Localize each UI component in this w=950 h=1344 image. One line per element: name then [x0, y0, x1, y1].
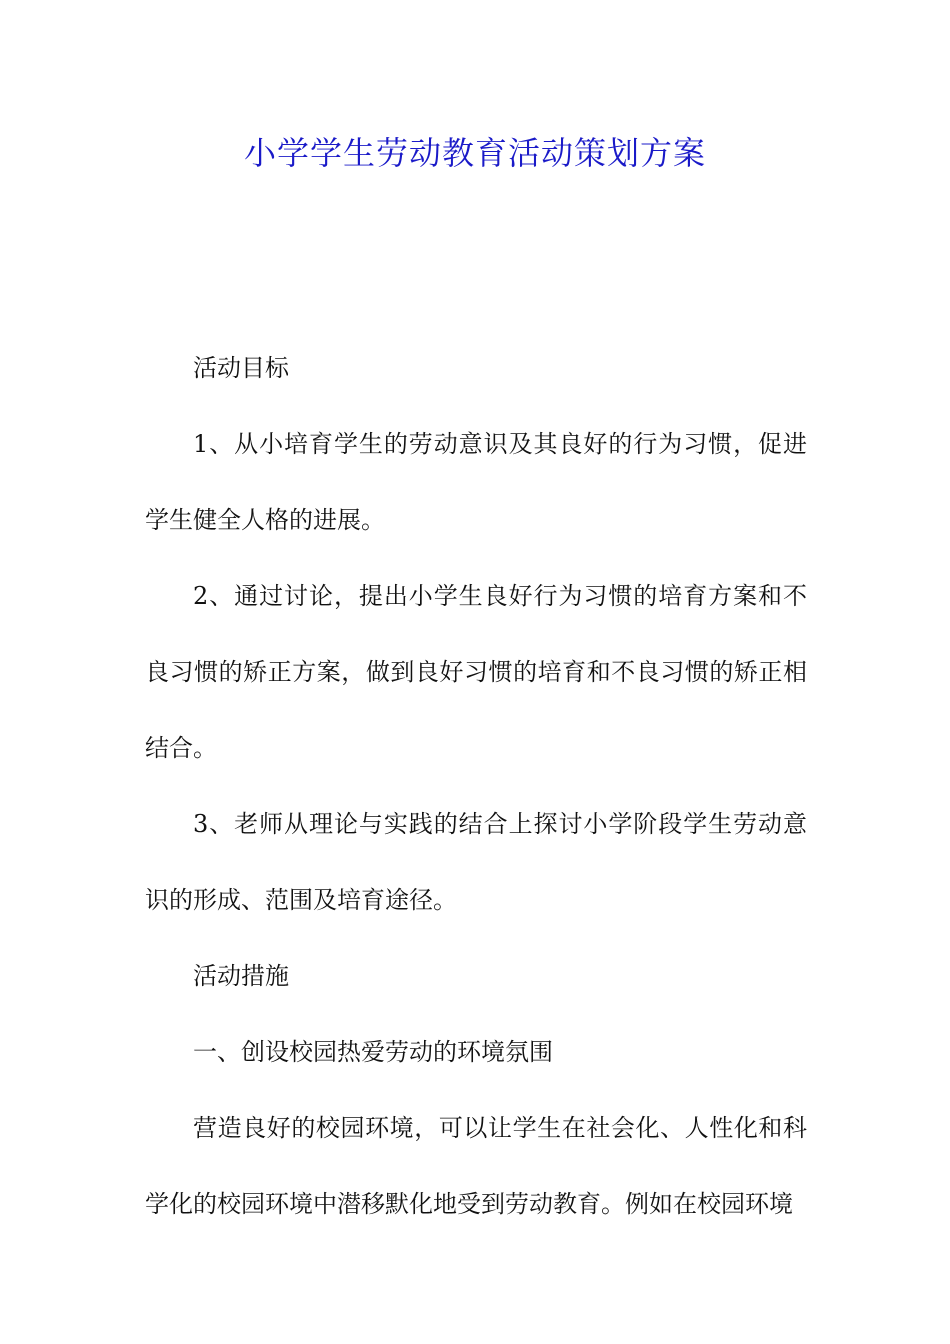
- document-title: 小学学生劳动教育活动策划方案: [243, 134, 706, 172]
- measure-heading-1: 一、创设校园热爱劳动的环境氛围: [193, 1038, 553, 1066]
- document-body: [145, 330, 807, 1242]
- goal-item-2: 2、通过讨论，提出小学生良好行为习惯的培育方案和不良习惯的矫正方案，做到良好习惯的培育和不良习惯的矫正相结合。: [145, 582, 807, 762]
- goal-item-1: 1、从小培育学生的劳动意识及其良好的行为习惯，促进学生健全人格的进展。: [145, 430, 807, 534]
- section-heading-goals: 活动目标: [193, 354, 289, 382]
- goal-item-3: 3、老师从理论与实践的结合上探讨小学阶段学生劳动意识的形成、范围及培育途径。: [145, 810, 807, 914]
- body-paragraph: 营造良好的校园环境，可以让学生在社会化、人性化和科学化的校园环境中潜移默化地受到劳动教育。例如在校园环境: [145, 1114, 807, 1218]
- section-heading-measures: 活动措施: [193, 962, 289, 990]
